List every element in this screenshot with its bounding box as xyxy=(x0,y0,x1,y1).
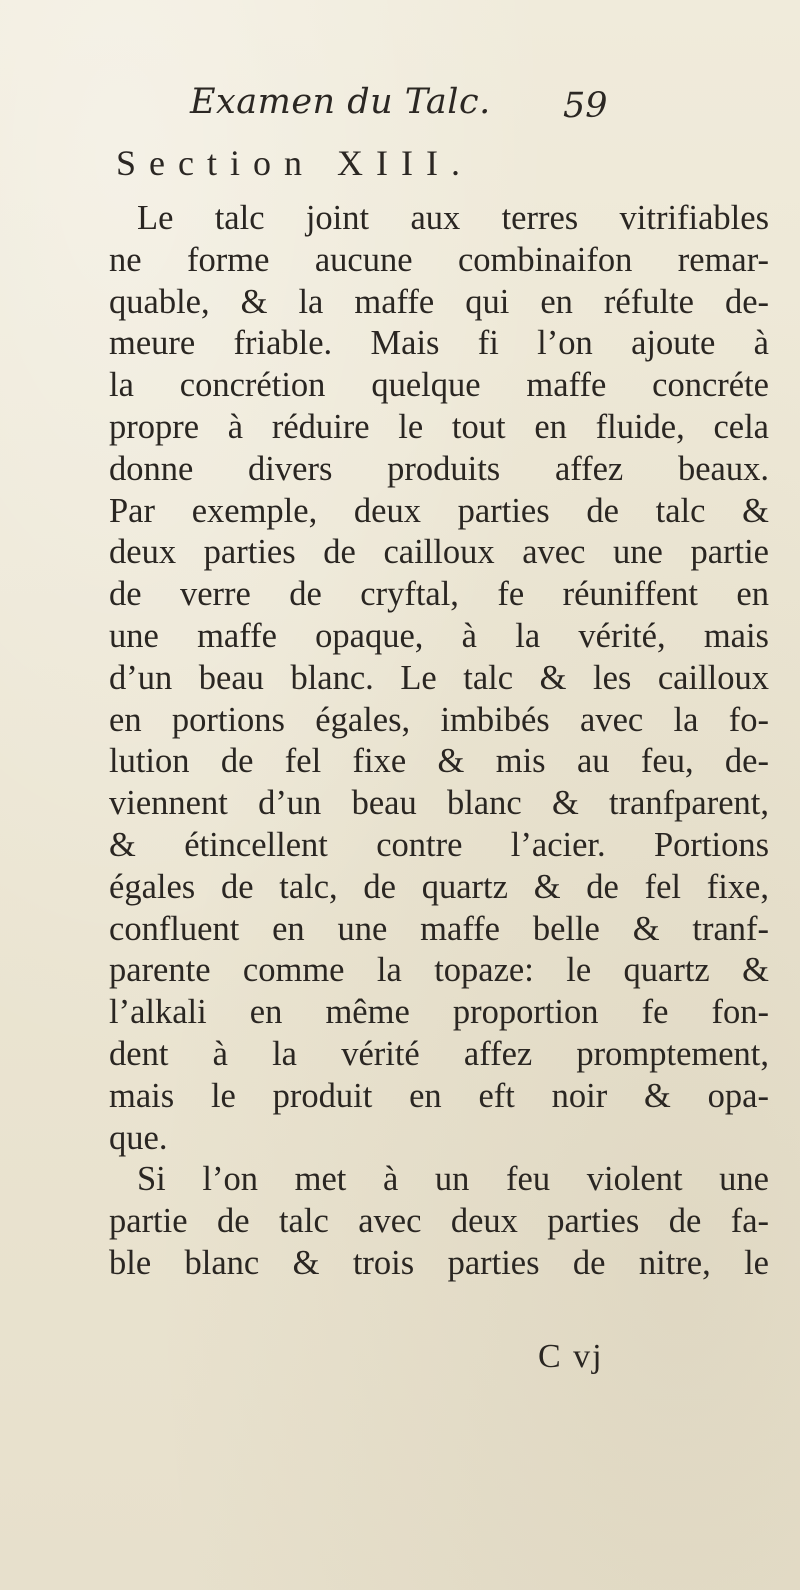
text-line: en portions égales, imbibés avec la fo- xyxy=(109,700,769,739)
text-line: partie de talc avec deux parties de fa- xyxy=(109,1202,769,1241)
text-line: meure friable. Mais fi l’on ajoute à xyxy=(109,324,769,363)
text-line: une maffe opaque, à la vérité, mais xyxy=(109,616,769,655)
text-line: mais le produit en eft noir & opa- xyxy=(109,1076,769,1115)
text-line: viennent d’un beau blanc & tranfparent, xyxy=(109,784,769,823)
text-line: confluent en une maffe belle & tranf- xyxy=(109,909,769,948)
text-line: ble blanc & trois parties de nitre, le xyxy=(109,1243,769,1282)
running-title: Examen du Talc. xyxy=(190,82,491,122)
text-line: que. xyxy=(109,1118,168,1157)
text-line: quable, & la maffe qui en réfulte de- xyxy=(109,282,769,321)
text-line: Le talc joint aux terres vitrifiables xyxy=(137,199,769,237)
section-heading: Section XIII. xyxy=(116,143,473,183)
text-line: l’alkali en même proportion fe fon- xyxy=(109,993,769,1032)
text-line: deux parties de cailloux avec une partie xyxy=(109,533,769,572)
text-line: parente comme la topaze: le quartz & xyxy=(109,951,769,990)
text-line: propre à réduire le tout en fluide, cela xyxy=(109,407,769,446)
signature-mark: C vj xyxy=(538,1338,604,1375)
text-line: d’un beau blanc. Le talc & les cailloux xyxy=(109,658,769,697)
text-line: ne forme aucune combinaifon remar- xyxy=(109,240,769,279)
text-line: égales de talc, de quartz & de fel fixe, xyxy=(109,867,769,906)
page-number: 59 xyxy=(563,86,608,126)
text-line: Si l’on met à un feu violent une xyxy=(137,1160,769,1199)
text-line: & étincellent contre l’acier. Portions xyxy=(109,825,769,864)
text-line: la concrétion quelque maffe concréte xyxy=(109,366,769,405)
text-line: Par exemple, deux parties de talc & xyxy=(109,491,769,530)
text-line: de verre de cryftal, fe réuniffent en xyxy=(109,575,769,614)
text-line: dent à la vérité affez promptement, xyxy=(109,1034,769,1073)
body-paragraphs xyxy=(109,198,769,1285)
text-line: lution de fel fixe & mis au feu, de- xyxy=(109,742,769,781)
text-line: donne divers produits affez beaux. xyxy=(109,449,769,488)
